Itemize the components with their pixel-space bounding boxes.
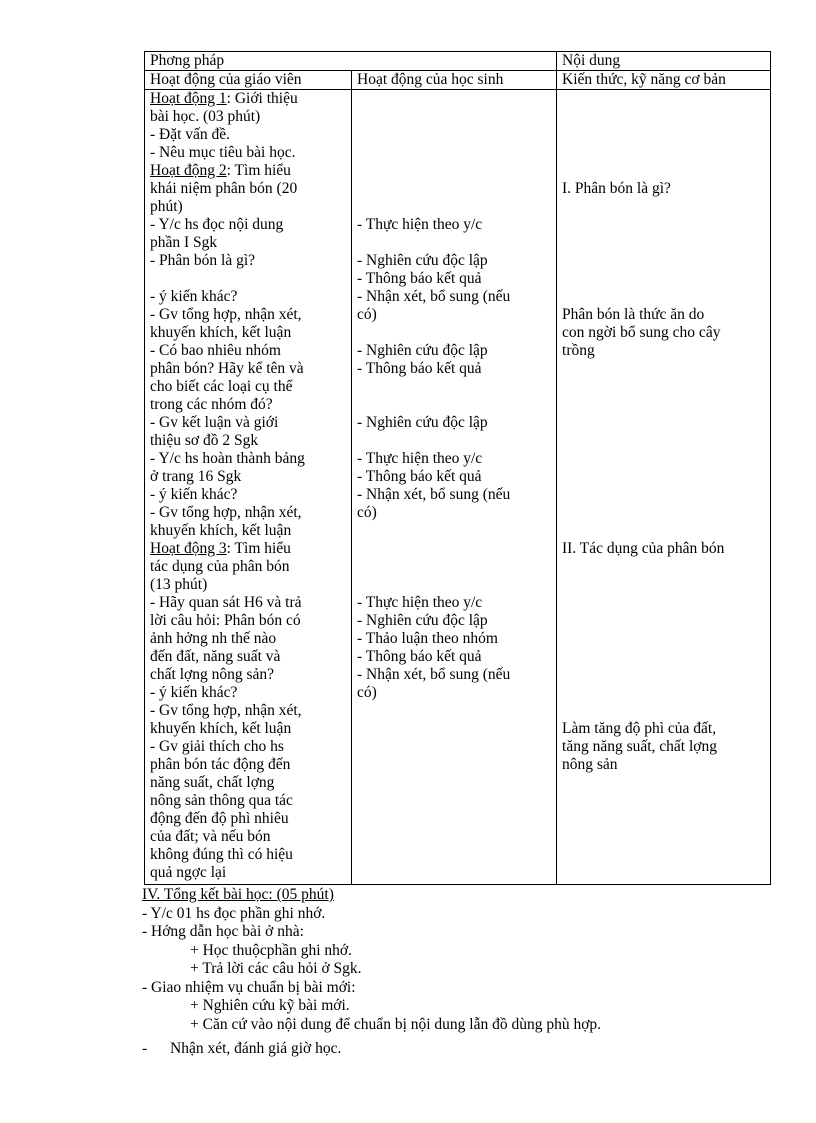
teacher-line bbox=[150, 90, 351, 108]
content-line bbox=[562, 162, 770, 180]
teacher-text: của đất; và nếu bón bbox=[150, 828, 271, 845]
content-knowledge bbox=[557, 90, 771, 885]
teacher-line bbox=[150, 864, 351, 882]
final-text: Nhận xét, đánh giá giờ học. bbox=[170, 1040, 342, 1057]
student-line bbox=[357, 324, 556, 342]
teacher-line bbox=[150, 180, 351, 198]
teacher-text: nông sản thông qua tác bbox=[150, 792, 293, 809]
teacher-text: đến đất, năng suất và bbox=[150, 648, 281, 665]
teacher-text: (13 phút) bbox=[150, 576, 208, 593]
teacher-text: - ý kiến khác? bbox=[150, 288, 238, 305]
final-bullet: - bbox=[142, 1040, 148, 1057]
content-line bbox=[562, 396, 770, 414]
student-line bbox=[357, 378, 556, 396]
student-line bbox=[357, 540, 556, 558]
student-line: - Thông báo kết quả bbox=[357, 360, 482, 377]
student-line bbox=[357, 90, 556, 108]
content-line bbox=[562, 594, 770, 612]
content-line: I. Phân bón là gì? bbox=[562, 180, 671, 197]
content-line bbox=[562, 468, 770, 486]
teacher-text: ở trang 16 Sgk bbox=[150, 468, 242, 485]
student-line bbox=[357, 126, 556, 144]
student-line bbox=[357, 234, 556, 252]
header-method: Phơng pháp bbox=[145, 52, 557, 71]
header-row-1 bbox=[145, 52, 771, 71]
summary-items bbox=[142, 905, 782, 1035]
content-line: trồng bbox=[562, 342, 595, 359]
teacher-line bbox=[150, 684, 351, 702]
teacher-text: - Gv tổng hợp, nhận xét, bbox=[150, 702, 302, 719]
content-line: nông sản bbox=[562, 756, 618, 773]
student-line: - Thực hiện theo y/c bbox=[357, 450, 483, 467]
teacher-text: - Y/c hs đọc nội dung bbox=[150, 216, 284, 233]
teacher-text: không đúng thì có hiệu bbox=[150, 846, 293, 863]
teacher-line bbox=[150, 522, 351, 540]
teacher-text: - Có bao nhiêu nhóm bbox=[150, 342, 281, 359]
teacher-text: - Hãy quan sát H6 và trả bbox=[150, 594, 302, 611]
teacher-text: khái niệm phân bón (20 bbox=[150, 180, 298, 197]
teacher-activities bbox=[145, 90, 352, 885]
student-line: - Nghiên cứu độc lập bbox=[357, 612, 488, 629]
student-line: - Thảo luận theo nhóm bbox=[357, 630, 498, 647]
content-line bbox=[562, 108, 770, 126]
teacher-text: khuyến khích, kết luận bbox=[150, 522, 292, 539]
teacher-line bbox=[150, 648, 351, 666]
teacher-text: - Đặt vấn đề. bbox=[150, 126, 231, 143]
content-line: Phân bón là thức ăn do bbox=[562, 306, 705, 323]
student-line: - Nhận xét, bổ sung (nếu bbox=[357, 666, 511, 683]
activity-heading: Hoạt động 2 bbox=[150, 162, 227, 179]
teacher-text: quả ngợc lại bbox=[150, 864, 227, 881]
teacher-text: - Gv tổng hợp, nhận xét, bbox=[150, 504, 302, 521]
student-line: có) bbox=[357, 306, 377, 323]
activity-heading: Hoạt động 1 bbox=[150, 90, 227, 107]
teacher-text: - ý kiến khác? bbox=[150, 486, 238, 503]
content-line bbox=[562, 612, 770, 630]
lesson-summary bbox=[142, 886, 782, 1059]
content-line: II. Tác dụng của phân bón bbox=[562, 540, 725, 557]
header-teacher: Hoạt động của giáo viên bbox=[145, 71, 352, 90]
content-line bbox=[562, 558, 770, 576]
teacher-line bbox=[150, 126, 351, 144]
teacher-line bbox=[150, 846, 351, 864]
student-line: - Nhận xét, bổ sung (nếu bbox=[357, 288, 511, 305]
final-item bbox=[142, 1040, 782, 1059]
content-line: con ngời bổ sung cho cây bbox=[562, 324, 721, 341]
content-line bbox=[562, 378, 770, 396]
summary-item: + Trả lời các câu hỏi ở Sgk. bbox=[190, 960, 362, 977]
student-line bbox=[357, 162, 556, 180]
teacher-text: - ý kiến khác? bbox=[150, 684, 238, 701]
teacher-line bbox=[150, 594, 351, 612]
teacher-line bbox=[150, 702, 351, 720]
teacher-line bbox=[150, 378, 351, 396]
teacher-line bbox=[150, 324, 351, 342]
teacher-text: : Tìm hiểu bbox=[226, 540, 291, 557]
teacher-line bbox=[150, 342, 351, 360]
teacher-text: cho biết các loại cụ thể bbox=[150, 378, 293, 395]
student-line bbox=[357, 108, 556, 126]
content-line bbox=[562, 414, 770, 432]
content-line bbox=[562, 234, 770, 252]
header-student: Hoạt động của học sinh bbox=[352, 71, 557, 90]
teacher-text: lời câu hỏi: Phân bón có bbox=[150, 612, 301, 629]
content-line bbox=[562, 432, 770, 450]
teacher-text: khuyến khích, kết luận bbox=[150, 324, 292, 341]
teacher-line bbox=[150, 360, 351, 378]
teacher-text: phân bón tác động đến bbox=[150, 756, 291, 773]
teacher-line bbox=[150, 774, 351, 792]
teacher-line bbox=[150, 504, 351, 522]
student-line bbox=[357, 432, 556, 450]
activity-heading: Hoạt động 3 bbox=[150, 540, 227, 557]
student-line: - Thực hiện theo y/c bbox=[357, 216, 483, 233]
teacher-text: - Gv kết luận và giới bbox=[150, 414, 279, 431]
teacher-line bbox=[150, 486, 351, 504]
content-line bbox=[562, 450, 770, 468]
content-line bbox=[562, 648, 770, 666]
student-activities bbox=[352, 90, 557, 885]
teacher-text: phân bón? Hãy kể tên và bbox=[150, 360, 304, 377]
teacher-text: ảnh hởng nh thế nào bbox=[150, 630, 277, 647]
student-line: - Thông báo kết quả bbox=[357, 270, 482, 287]
student-line bbox=[357, 396, 556, 414]
teacher-line bbox=[150, 216, 351, 234]
teacher-line bbox=[150, 792, 351, 810]
content-line bbox=[562, 684, 770, 702]
teacher-line bbox=[150, 756, 351, 774]
summary-item: - Hớng dẫn học bài ở nhà: bbox=[142, 923, 304, 940]
body-row bbox=[145, 90, 771, 885]
content-line bbox=[562, 504, 770, 522]
teacher-text: : Tìm hiểu bbox=[226, 162, 291, 179]
teacher-line bbox=[150, 234, 351, 252]
teacher-line bbox=[150, 432, 351, 450]
teacher-line bbox=[150, 108, 351, 126]
teacher-text: - Gv giải thích cho hs bbox=[150, 738, 284, 755]
student-line: - Nghiên cứu độc lập bbox=[357, 252, 488, 269]
teacher-line bbox=[150, 270, 351, 288]
teacher-text: - Nêu mục tiêu bài học. bbox=[150, 144, 296, 161]
student-line: có) bbox=[357, 504, 377, 521]
content-line bbox=[562, 486, 770, 504]
teacher-line bbox=[150, 666, 351, 684]
summary-item: - Giao nhiệm vụ chuẩn bị bài mới: bbox=[142, 978, 356, 996]
content-line bbox=[562, 252, 770, 270]
student-line: - Thông báo kết quả bbox=[357, 648, 482, 665]
student-line: - Nhận xét, bổ sung (nếu bbox=[357, 486, 511, 503]
student-line bbox=[357, 576, 556, 594]
summary-item: + Nghiên cứu kỹ bài mới. bbox=[190, 997, 350, 1014]
teacher-line bbox=[150, 396, 351, 414]
teacher-text: thiệu sơ đồ 2 Sgk bbox=[150, 432, 259, 449]
student-line: có) bbox=[357, 684, 377, 701]
teacher-text: động đến độ phì nhiêu bbox=[150, 810, 289, 827]
teacher-text: : Giới thiệu bbox=[226, 90, 298, 107]
teacher-text: bài học. (03 phút) bbox=[150, 108, 261, 125]
teacher-text: khuyến khích, kết luận bbox=[150, 720, 292, 737]
teacher-text: - Gv tổng hợp, nhận xét, bbox=[150, 306, 302, 323]
student-line bbox=[357, 180, 556, 198]
teacher-text: - Phân bón là gì? bbox=[150, 252, 256, 269]
teacher-line bbox=[150, 612, 351, 630]
student-line bbox=[357, 144, 556, 162]
summary-item: + Học thuộcphần ghi nhớ. bbox=[190, 941, 353, 959]
teacher-line bbox=[150, 450, 351, 468]
student-line: - Thông báo kết quả bbox=[357, 468, 482, 485]
lesson-plan-table bbox=[144, 51, 771, 885]
content-line bbox=[562, 198, 770, 216]
summary-title: IV. Tổng kết bài học: (05 phút) bbox=[142, 886, 334, 903]
teacher-line bbox=[150, 720, 351, 738]
teacher-line bbox=[150, 288, 351, 306]
header-content-title: Nội dung bbox=[557, 52, 771, 71]
teacher-text: phần I Sgk bbox=[150, 234, 218, 251]
content-line bbox=[562, 522, 770, 540]
student-line: - Thực hiện theo y/c bbox=[357, 594, 483, 611]
student-line: - Nghiên cứu độc lập bbox=[357, 414, 488, 431]
header-content: Kiến thức, kỹ năng cơ bản bbox=[557, 71, 771, 90]
teacher-line bbox=[150, 576, 351, 594]
content-line bbox=[562, 360, 770, 378]
teacher-text: - Y/c hs hoàn thành bảng bbox=[150, 450, 305, 467]
teacher-line bbox=[150, 810, 351, 828]
student-line bbox=[357, 558, 556, 576]
teacher-text: tác dụng của phân bón bbox=[150, 558, 290, 575]
student-line: - Nghiên cứu độc lập bbox=[357, 342, 488, 359]
content-line bbox=[562, 216, 770, 234]
teacher-line bbox=[150, 558, 351, 576]
teacher-line bbox=[150, 468, 351, 486]
teacher-line bbox=[150, 630, 351, 648]
header-row-2 bbox=[145, 71, 771, 90]
content-line bbox=[562, 702, 770, 720]
teacher-text: trong các nhóm đó? bbox=[150, 396, 273, 413]
teacher-text: phút) bbox=[150, 198, 183, 215]
student-line bbox=[357, 198, 556, 216]
teacher-line bbox=[150, 738, 351, 756]
teacher-line bbox=[150, 540, 351, 558]
student-line bbox=[357, 522, 556, 540]
teacher-line bbox=[150, 144, 351, 162]
summary-item: - Y/c 01 hs đọc phần ghi nhớ. bbox=[142, 904, 326, 922]
teacher-line bbox=[150, 198, 351, 216]
content-line bbox=[562, 666, 770, 684]
content-line bbox=[562, 576, 770, 594]
content-line bbox=[562, 90, 770, 108]
content-line bbox=[562, 630, 770, 648]
content-line bbox=[562, 126, 770, 144]
teacher-text: năng suất, chất lợng bbox=[150, 774, 275, 791]
content-line bbox=[562, 270, 770, 288]
content-line: Làm tăng độ phì của đất, bbox=[562, 720, 717, 737]
content-line bbox=[562, 288, 770, 306]
teacher-line bbox=[150, 162, 351, 180]
teacher-line bbox=[150, 252, 351, 270]
teacher-line bbox=[150, 414, 351, 432]
content-line bbox=[562, 144, 770, 162]
teacher-text: chất lợng nông sản? bbox=[150, 666, 274, 683]
teacher-line bbox=[150, 306, 351, 324]
teacher-line bbox=[150, 828, 351, 846]
summary-item: + Căn cứ vào nội dung để chuẩn bị nội dung lẫn đồ dùng phù hợp. bbox=[190, 1015, 602, 1033]
content-line: tăng năng suất, chất lợng bbox=[562, 738, 717, 755]
